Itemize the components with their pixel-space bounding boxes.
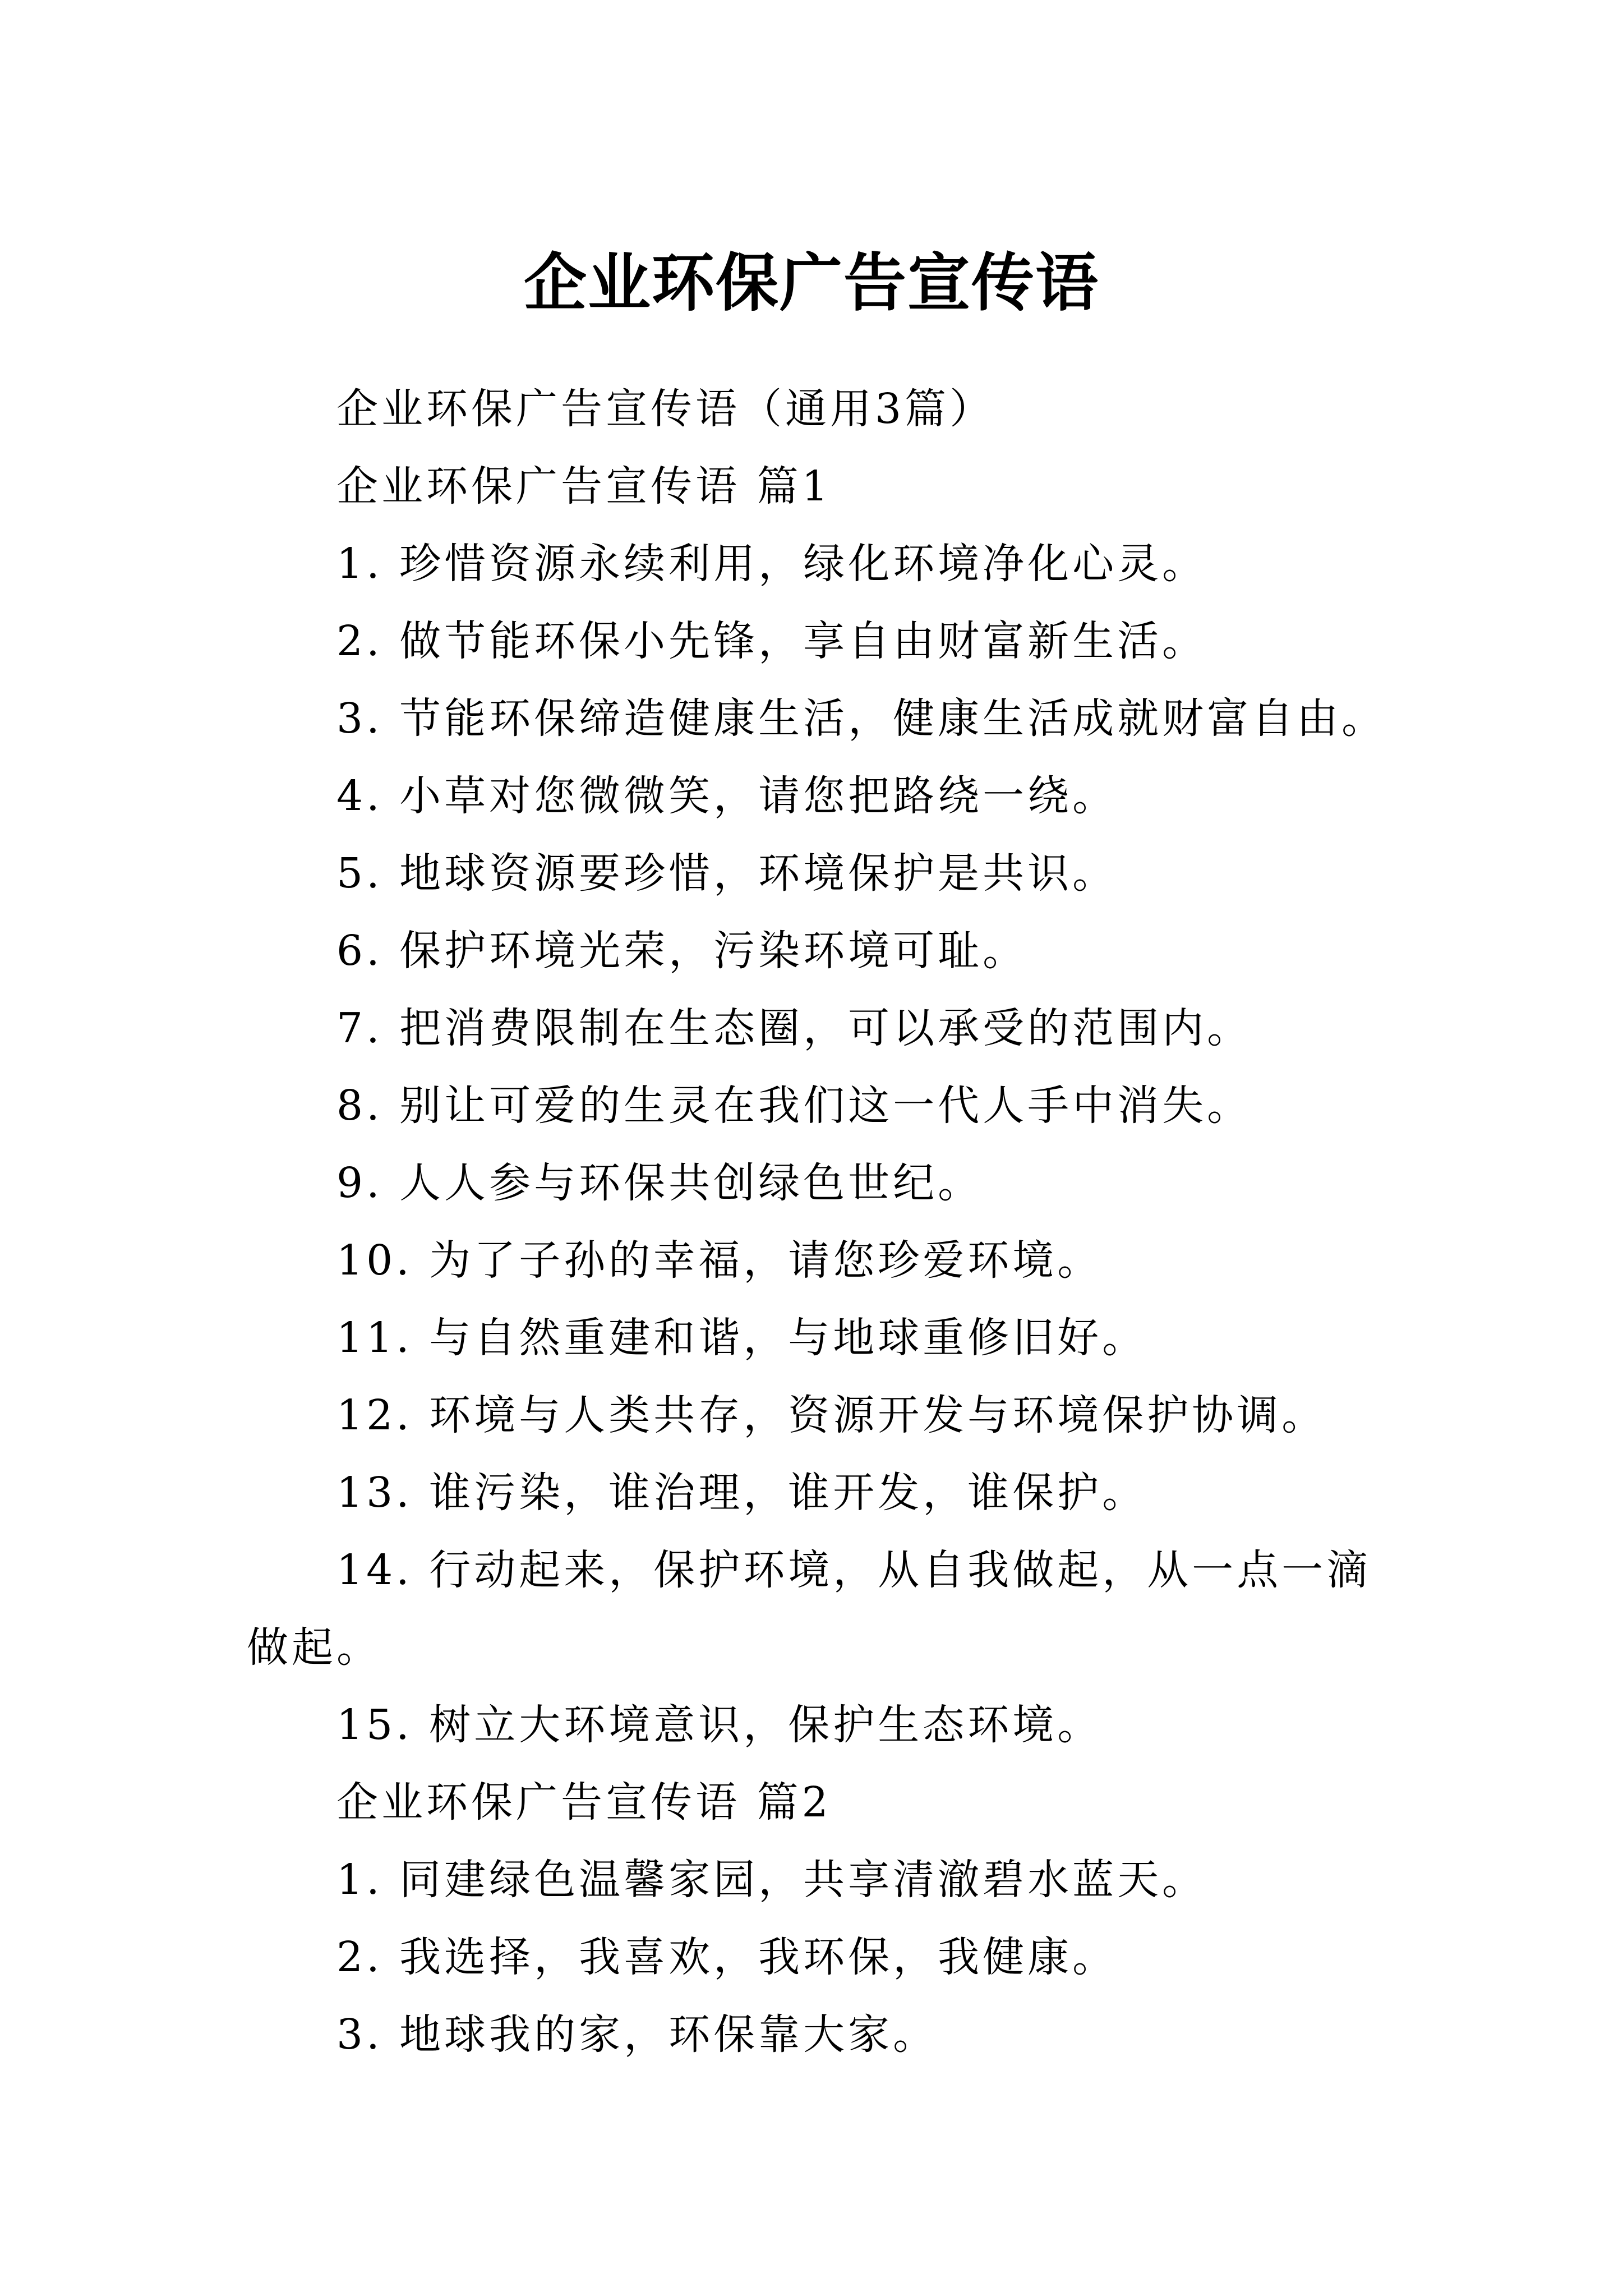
section-heading-2: 企业环保广告宣传语 篇2: [336, 1778, 832, 1826]
list-item: 6. 保护环境光荣，污染环境可耻。: [336, 927, 1028, 975]
list-item: 14. 行动起来，保护环境，从自我做起，从一点一滴做起。: [247, 1546, 1372, 1672]
list-item: 7. 把消费限制在生态圈，可以承受的范围内。: [336, 1004, 1252, 1052]
list-item: 9. 人人参与环保共创绿色世纪。: [336, 1159, 983, 1207]
list-item: 3. 地球我的家，环保靠大家。: [336, 2010, 938, 2059]
list-item: 1. 同建绿色温馨家园，共享清澈碧水蓝天。: [336, 1856, 1207, 1904]
list-item: 2. 我选择，我喜欢，我环保，我健康。: [336, 1933, 1118, 1981]
document-title: 企业环保广告宣传语: [524, 246, 1099, 320]
list-item: 12. 环境与人类共存，资源开发与环境保护协调。: [336, 1391, 1327, 1439]
list-item: 15. 树立大环境意识，保护生态环境。: [336, 1701, 1103, 1749]
section-heading-1: 企业环保广告宣传语 篇1: [336, 462, 832, 510]
list-item: 5. 地球资源要珍惜，环境保护是共识。: [336, 849, 1118, 898]
paragraph-subtitle: 企业环保广告宣传语（通用3篇）: [336, 385, 995, 433]
list-item: 13. 谁污染，谁治理，谁开发，谁保护。: [336, 1469, 1147, 1517]
list-item: 4. 小草对您微微笑，请您把路绕一绕。: [336, 772, 1118, 820]
list-item: 11. 与自然重建和谐，与地球重修旧好。: [336, 1314, 1147, 1362]
document-body: [247, 370, 1391, 2073]
list-item: 3. 节能环保缔造健康生活，健康生活成就财富自由。: [336, 694, 1387, 743]
list-item: 2. 做节能环保小先锋，享自由财富新生活。: [336, 617, 1207, 665]
list-item: 10. 为了子孙的幸福，请您珍爱环境。: [336, 1236, 1103, 1285]
list-item: 1. 珍惜资源永续利用，绿化环境净化心灵。: [336, 540, 1207, 588]
list-item: 8. 别让可爱的生灵在我们这一代人手中消失。: [336, 1082, 1252, 1130]
